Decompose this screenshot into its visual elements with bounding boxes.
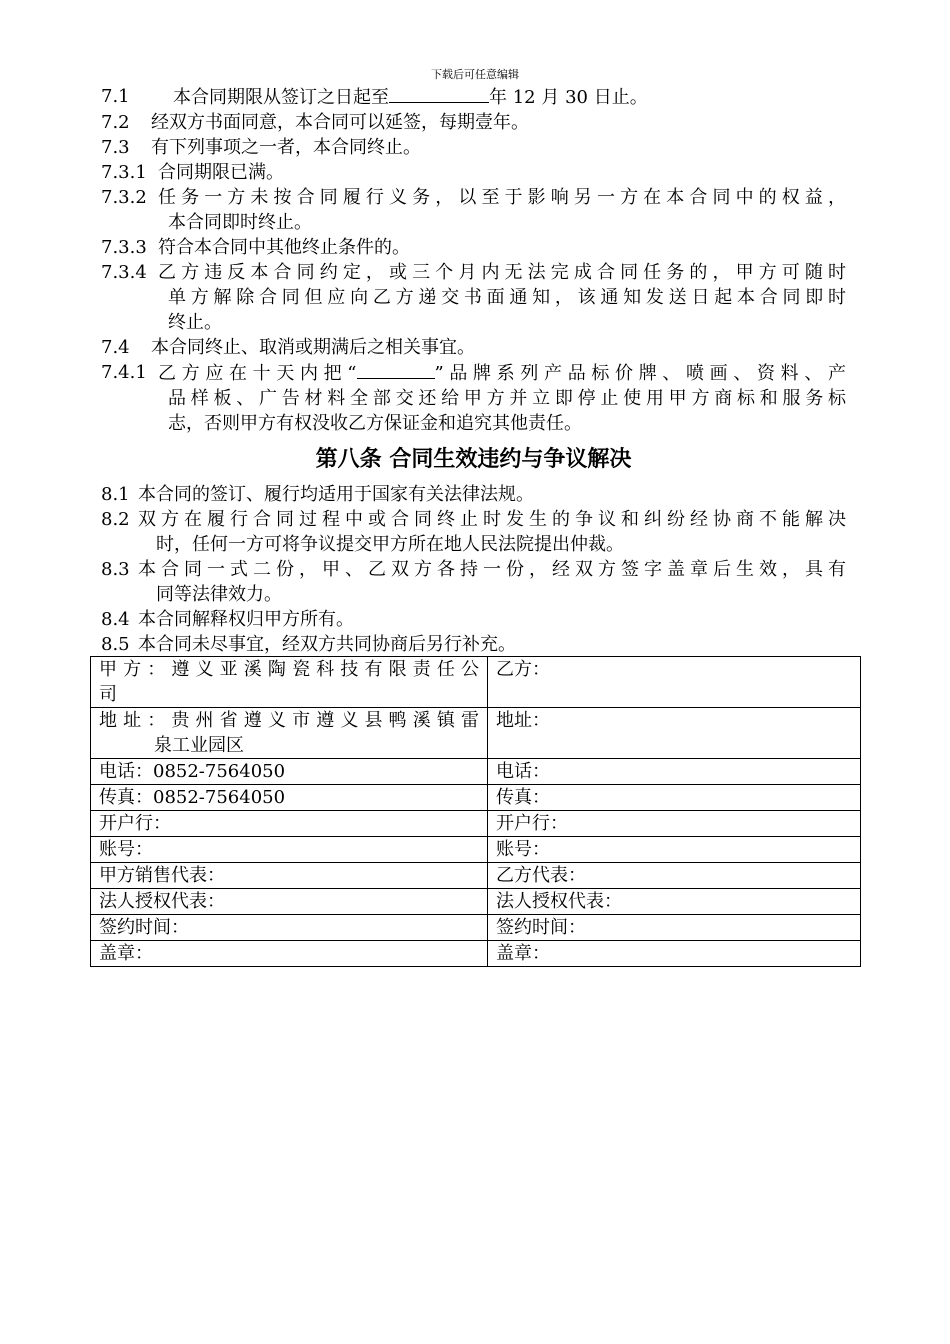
clause-number: 8.5: [101, 634, 130, 655]
clause-number: 7.3.4: [101, 262, 147, 283]
clause-7-3-2: [101, 185, 846, 235]
party-b-name-cell[interactable]: 乙方：: [488, 657, 861, 708]
party-a-name-line2: 司: [99, 684, 117, 705]
table-row: [91, 811, 861, 837]
party-a-seal-cell[interactable]: 盖章：: [91, 941, 488, 967]
party-a-address-line2: 泉工业园区: [154, 735, 244, 756]
parties-signature-table: [90, 656, 861, 967]
clause-text-line2: 时，任何一方可将争议提交甲方所在地人民法院提出仲裁。: [156, 534, 624, 555]
clause-text: 本合同解释权归甲方所有。: [138, 609, 354, 630]
clause-text: 本合同的签订、履行均适用于国家有关法律法规。: [138, 484, 534, 505]
party-b-account-cell[interactable]: 账号：: [488, 837, 861, 863]
party-a-sales-rep-cell[interactable]: 甲方销售代表：: [91, 863, 488, 889]
table-row: [91, 889, 861, 915]
clause-text: 本合同终止、取消或期满后之相关事宜。: [151, 337, 475, 358]
party-b-sign-date-cell[interactable]: 签约时间：: [488, 915, 861, 941]
clause-7-3-1: [101, 160, 846, 185]
clause-number: 7.3.3: [101, 237, 147, 258]
clause-number: 8.2: [101, 509, 130, 530]
clause-8-5: [101, 632, 846, 657]
clause-text-line3: 志，否则甲方有权没收乙方保证金和追究其他责任。: [168, 413, 582, 434]
clause-7-3-3: [101, 235, 846, 260]
clause-number: 7.4: [101, 337, 130, 358]
section-title: 第八条 合同生效违约与争议解决: [315, 447, 632, 472]
clause-7-3: [101, 135, 846, 160]
clause-7-4-1: [101, 360, 846, 436]
table-row: [91, 941, 861, 967]
contract-body: [101, 84, 846, 657]
clause-text: 本合同未尽事宜，经双方共同协商后另行补充。: [138, 634, 516, 655]
party-a-bank-cell[interactable]: 开户行：: [91, 811, 488, 837]
table-row: [91, 915, 861, 941]
party-b-seal-cell[interactable]: 盖章：: [488, 941, 861, 967]
clause-number: 8.3: [101, 559, 130, 580]
clause-text-line1-end: ”品牌系列产品标价牌、喷画、资料、产: [434, 363, 846, 384]
clause-number: 7.3.1: [101, 162, 147, 183]
clause-text-line2: 本合同即时终止。: [168, 212, 312, 233]
clause-8-3: [101, 557, 846, 607]
party-b-rep-cell[interactable]: 乙方代表：: [488, 863, 861, 889]
party-a-address-line1: 地址：贵州省遵义市遵义县鸭溪镇雷: [99, 710, 479, 731]
table-row: [91, 657, 861, 708]
table-row: [91, 759, 861, 785]
clause-number: 8.4: [101, 609, 130, 630]
clause-text-line2: 品样板、广告材料全部交还给甲方并立即停止使用甲方商标和服务标: [168, 388, 846, 409]
party-b-phone-cell[interactable]: 电话：: [488, 759, 861, 785]
party-b-fax-cell[interactable]: 传真：: [488, 785, 861, 811]
party-a-fax-cell: 传真：0852-7564050: [91, 785, 488, 811]
clause-7-3-4: [101, 260, 846, 335]
clause-number: 7.3: [101, 137, 130, 158]
clause-number: 7.3.2: [101, 187, 147, 208]
clause-7-2: [101, 110, 846, 135]
party-b-address-cell[interactable]: 地址：: [488, 708, 861, 759]
party-b-legal-rep-cell[interactable]: 法人授权代表：: [488, 889, 861, 915]
party-a-legal-rep-cell[interactable]: 法人授权代表：: [91, 889, 488, 915]
clause-text: 本合同期限从签订之日起至: [173, 87, 389, 108]
clause-text-end: 年 12 月 30 日止。: [489, 87, 648, 108]
table-row: [91, 863, 861, 889]
clause-text-line1: 任务一方未按合同履行义务，以至于影响另一方在本合同中的权益，: [158, 187, 846, 208]
clause-8-2: [101, 507, 846, 557]
clause-7-1: [101, 84, 846, 110]
clause-text-line1: 乙方违反本合同约定，或三个月内无法完成合同任务的，甲方可随时: [158, 262, 846, 283]
clause-number: 7.1: [101, 86, 130, 107]
header-note: 下载后可任意编辑: [431, 68, 519, 81]
clause-text-line3: 终止。: [168, 312, 222, 333]
table-row: [91, 837, 861, 863]
party-a-account-cell[interactable]: 账号：: [91, 837, 488, 863]
clause-text: 经双方书面同意，本合同可以延签，每期壹年。: [151, 112, 529, 133]
clause-text: 符合本合同中其他终止条件的。: [158, 237, 410, 258]
party-a-sign-date-cell[interactable]: 签约时间：: [91, 915, 488, 941]
party-a-name-cell: [91, 657, 488, 708]
term-year-blank[interactable]: [389, 84, 489, 103]
party-a-name-line1: 甲方：遵义亚溪陶瓷科技有限责任公: [99, 659, 479, 680]
party-a-phone-cell: 电话：0852-7564050: [91, 759, 488, 785]
clause-text-line1: 双方在履行合同过程中或合同终止时发生的争议和纠纷经协商不能解决: [138, 509, 846, 530]
clause-text-line2: 单方解除合同但应向乙方递交书面通知，该通知发送日起本合同即时: [168, 287, 846, 308]
clause-text: 合同期限已满。: [158, 162, 284, 183]
party-b-bank-cell[interactable]: 开户行：: [488, 811, 861, 837]
brand-name-blank[interactable]: [357, 360, 435, 379]
clause-number: 8.1: [101, 484, 130, 505]
clause-number: 7.4.1: [101, 362, 147, 383]
table-row: [91, 708, 861, 759]
clause-text: 有下列事项之一者，本合同终止。: [151, 137, 421, 158]
clause-8-4: [101, 607, 846, 632]
table-row: [91, 785, 861, 811]
clause-number: 7.2: [101, 112, 130, 133]
party-a-address-cell: [91, 708, 488, 759]
clause-text-line2: 同等法律效力。: [156, 584, 282, 605]
clause-7-4: [101, 335, 846, 360]
clause-text-line1: 本合同一式二份，甲、乙双方各持一份，经双方签字盖章后生效，具有: [138, 559, 846, 580]
clause-text-line1-start: 乙方应在十天内把“: [158, 363, 357, 384]
clause-8-1: [101, 482, 846, 507]
